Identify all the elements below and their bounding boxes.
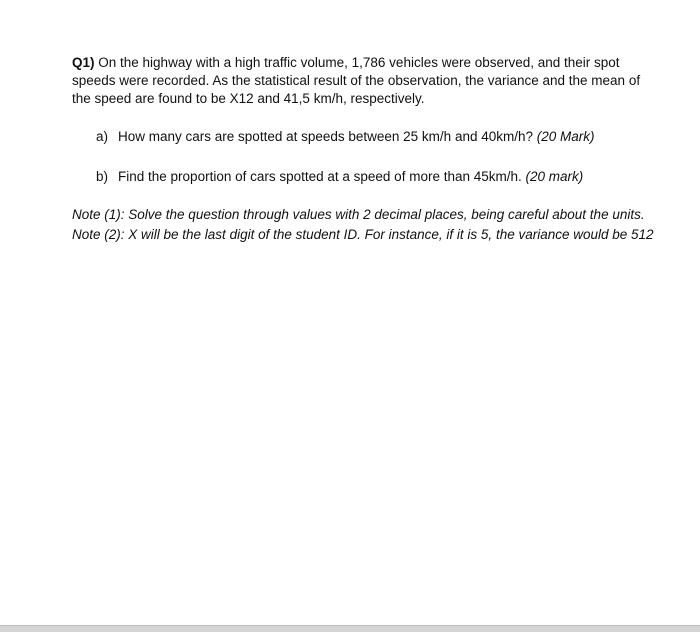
part-a-mark: (20 Mark) bbox=[536, 129, 595, 144]
part-a bbox=[96, 128, 666, 146]
question-paragraph bbox=[72, 54, 662, 108]
question-label: Q1) bbox=[72, 55, 95, 70]
part-a-letter: a) bbox=[96, 129, 109, 144]
part-b-text: Find the proportion of cars spotted at a speed of more than 45km/h. bbox=[118, 169, 526, 184]
part-b bbox=[96, 168, 666, 186]
notes-section bbox=[72, 206, 667, 246]
bottom-divider bbox=[0, 625, 700, 632]
question-text: On the highway with a high traffic volume, 1,786 vehicles were observed, and their spot speeds were recorded. As the statistical result of the observation, the variance and the mean of the speed are found to be X12 and 41,5 km/h, respectively. bbox=[72, 55, 641, 106]
part-a-text: How many cars are spotted at speeds between 25 km/h and 40km/h? bbox=[118, 129, 537, 144]
part-b-mark: (20 mark) bbox=[525, 169, 584, 184]
note-2: Note (2): X will be the last digit of the student ID. For instance, if it is 5, the variance would be 512 bbox=[72, 227, 654, 242]
note-1: Note (1): Solve the question through values with 2 decimal places, being careful about the units. bbox=[72, 207, 645, 222]
part-b-letter: b) bbox=[96, 169, 109, 184]
